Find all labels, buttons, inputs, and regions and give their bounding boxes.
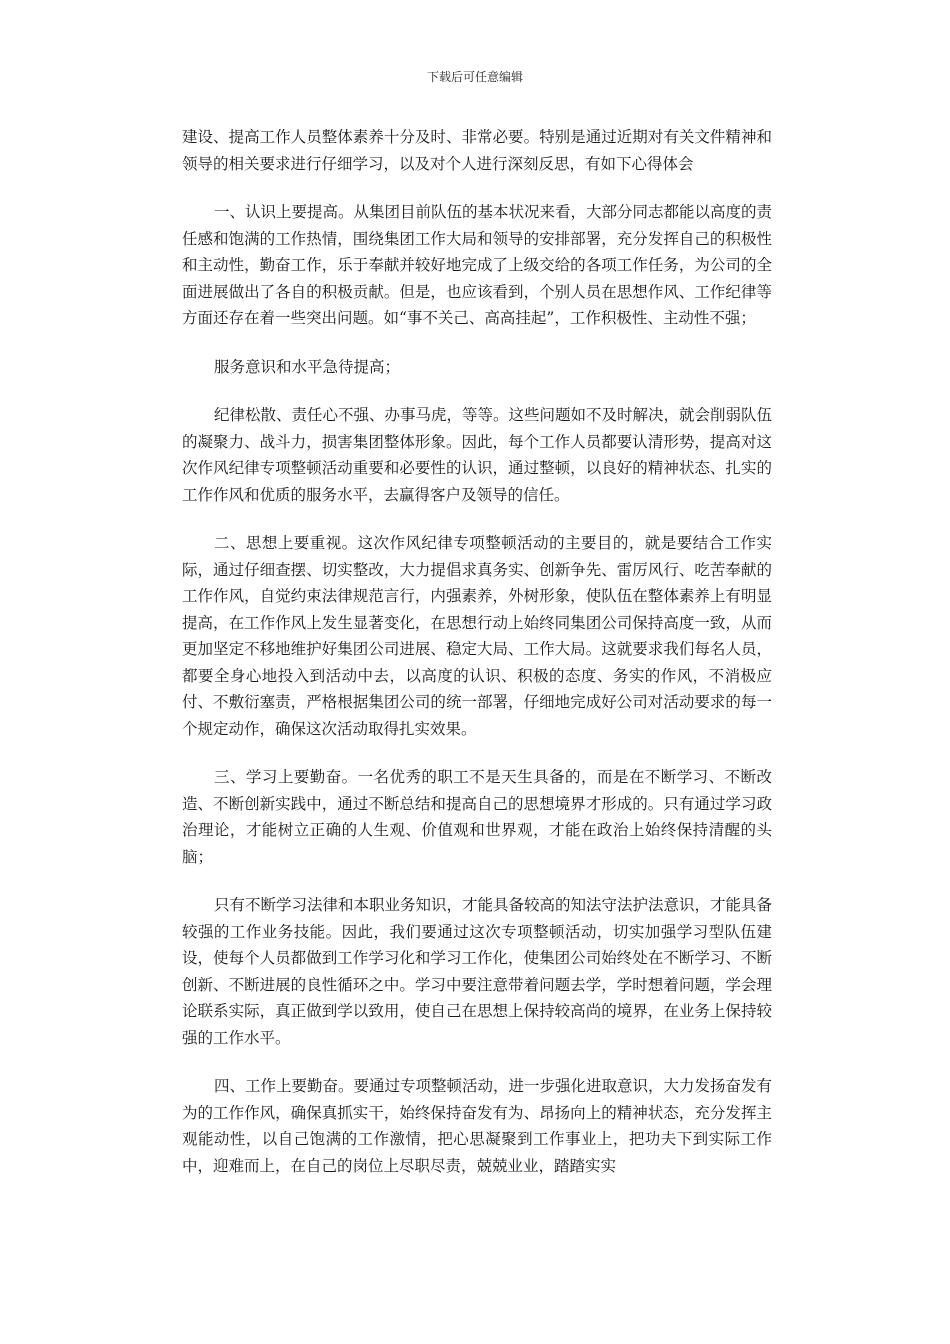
paragraph-discipline: 纪律松散、责任心不强、办事马虎，等等。这些问题如不及时解决，就会削弱队伍的凝聚力、战斗力，损害集团整体形象。因此，每个工作人员都要认清形势，提高对这次作风纪律专项整顿活动重要和必要性的认识，通过整顿，以良好的精神状态、扎实的工作作风和优质的服务水平，去赢得客户及领导的信任。	[182, 406, 773, 504]
paragraph-section-1: 一、认识上要提高。从集团目前队伍的基本状况来看，大部分同志都能以高度的责任感和饱满的工作热情，围绕集团工作大局和领导的安排部署，充分发挥自己的积极性和主动性，勤奋工作，乐于奉献并较好地完成了上级交给的各项工作任务，为公司的全面进展做出了各自的积极贡献。但是，也应该看到，个别人员在思想作风、工作纪律等方面还存在着一些突出问题。如“事不关己、高高挂起”，工作积极性、主动性不强；	[182, 203, 773, 327]
paragraph-intro: 建设、提高工作人员整体素养十分及时、非常必要。特别是通过近期对有关文件精神和领导的相关要求进行仔细学习，以及对个人进行深刻反思，有如下心得体会	[182, 128, 772, 173]
page-header: 下载后可任意编辑	[426, 70, 523, 84]
paragraph-learning: 只有不断学习法律和本职业务知识，才能具备较高的知法守法护法意识，才能具备较强的工作业务技能。因此，我们要通过这次专项整顿活动，切实加强学习型队伍建设，使每个人员都做到工作学习化和学习工作化，使集团公司始终处在不断学习、不断创新、不断进展的良性循环之中。学习中要注意带着问题去学，学时想着问题，学会理论联系实际，真正做到学以致用，使自己在思想上保持较高尚的境界，在业务上保持较强的工作水平。	[182, 896, 773, 1047]
paragraph-section-2: 二、思想上要重视。这次作风纪律专项整顿活动的主要目的，就是要结合工作实际，通过仔细查摆、切实整改，大力提倡求真务实、创新争先、雷厉风行、吃苦奉献的工作作风，自觉约束法律规范言行，内强素养，外树形象，使队伍在整体素养上有明显提高，在工作作风上发生显著变化，在思想行动上始终同集团公司保持高度一致，从而更加坚定不移地维护好集团公司进展、稳定大局、工作大局。这就要求我们每名人员，都要全身心地投入到活动中去，以高度的认识、积极的态度、务实的作风，不消极应付、不敷衍塞责，严格根据集团公司的统一部署，仔细地完成好公司对活动要求的每一个规定动作，确保这次活动取得扎实效果。	[182, 534, 772, 738]
paragraph-section-3: 三、学习上要勤奋。一名优秀的职工不是天生具备的，而是在不断学习、不断改造、不断创新实践中，通过不断总结和提高自己的思想境界才形成的。只有通过学习政治理论，才能树立正确的人生观、价值观和世界观，才能在政治上始终保持清醒的头脑；	[182, 768, 772, 866]
document-body	[182, 124, 772, 1201]
paragraph-service-awareness: 服务意识和水平急待提高；	[214, 357, 401, 376]
paragraph-section-4: 四、工作上要勤奋。要通过专项整顿活动，进一步强化进取意识，大力发扬奋发有为的工作作风，确保真抓实干，始终保持奋发有为、昂扬向上的精神状态，充分发挥主观能动性，以自己饱满的工作激情，把心思凝聚到工作事业上，把功夫下到实际工作中，迎难而上，在自己的岗位上尽职尽责，兢兢业业，踏踏实实	[182, 1077, 773, 1175]
